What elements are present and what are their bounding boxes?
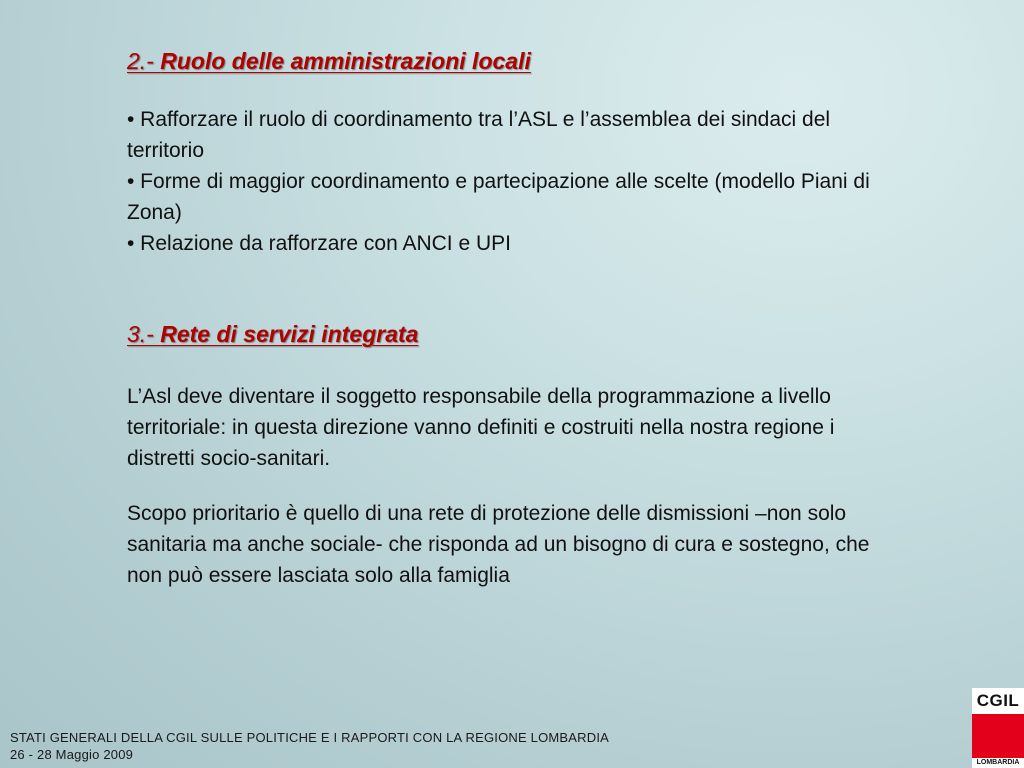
section-3-title: Rete di servizi integrata (160, 321, 419, 347)
section-2-heading (127, 44, 897, 78)
logo-red-block (972, 714, 1024, 758)
section-3-number: 3.- (127, 321, 161, 347)
bullet-item: • Relazione da rafforzare con ANCI e UPI (127, 232, 511, 255)
section-2-title: Ruolo delle amministrazioni locali (160, 48, 531, 74)
section-3-paragraph-2: Scopo prioritario è quello di una rete di protezione delle dismissioni –non solo sanitaria ma anche sociale- che risponda ad un bisogno di cura e sostegno, che non può essere lasciata solo alla famiglia (127, 502, 870, 587)
bullet-item: • Rafforzare il ruolo di coordinamento tra l’ASL e l’assemblea dei sindaci del territorio (127, 108, 831, 162)
section-3-heading (127, 317, 897, 351)
section-2-number: 2.- (127, 48, 161, 74)
cgil-logo (972, 688, 1024, 768)
footer-event-title: STATI GENERALI DELLA CGIL SULLE POLITICHE E I RAPPORTI CON LA REGIONE LOMBARDIA (10, 730, 610, 745)
footer-event-date: 26 - 28 Maggio 2009 (10, 747, 134, 762)
logo-name: CGIL (972, 688, 1024, 714)
slide-content (127, 44, 897, 591)
logo-region: LOMBARDIA (972, 758, 1024, 768)
section-3-paragraph-1: L’Asl deve diventare il soggetto responsabile della programmazione a livello territoriale: in questa direzione vanno definiti e costruiti nella nostra regione i distretti socio-sanitari. (127, 385, 835, 470)
bullet-item: • Forme di maggior coordinamento e partecipazione alle scelte (modello Piani di Zona) (127, 170, 870, 224)
section-2-bullet-list (127, 104, 897, 259)
slide-footer (10, 729, 609, 763)
